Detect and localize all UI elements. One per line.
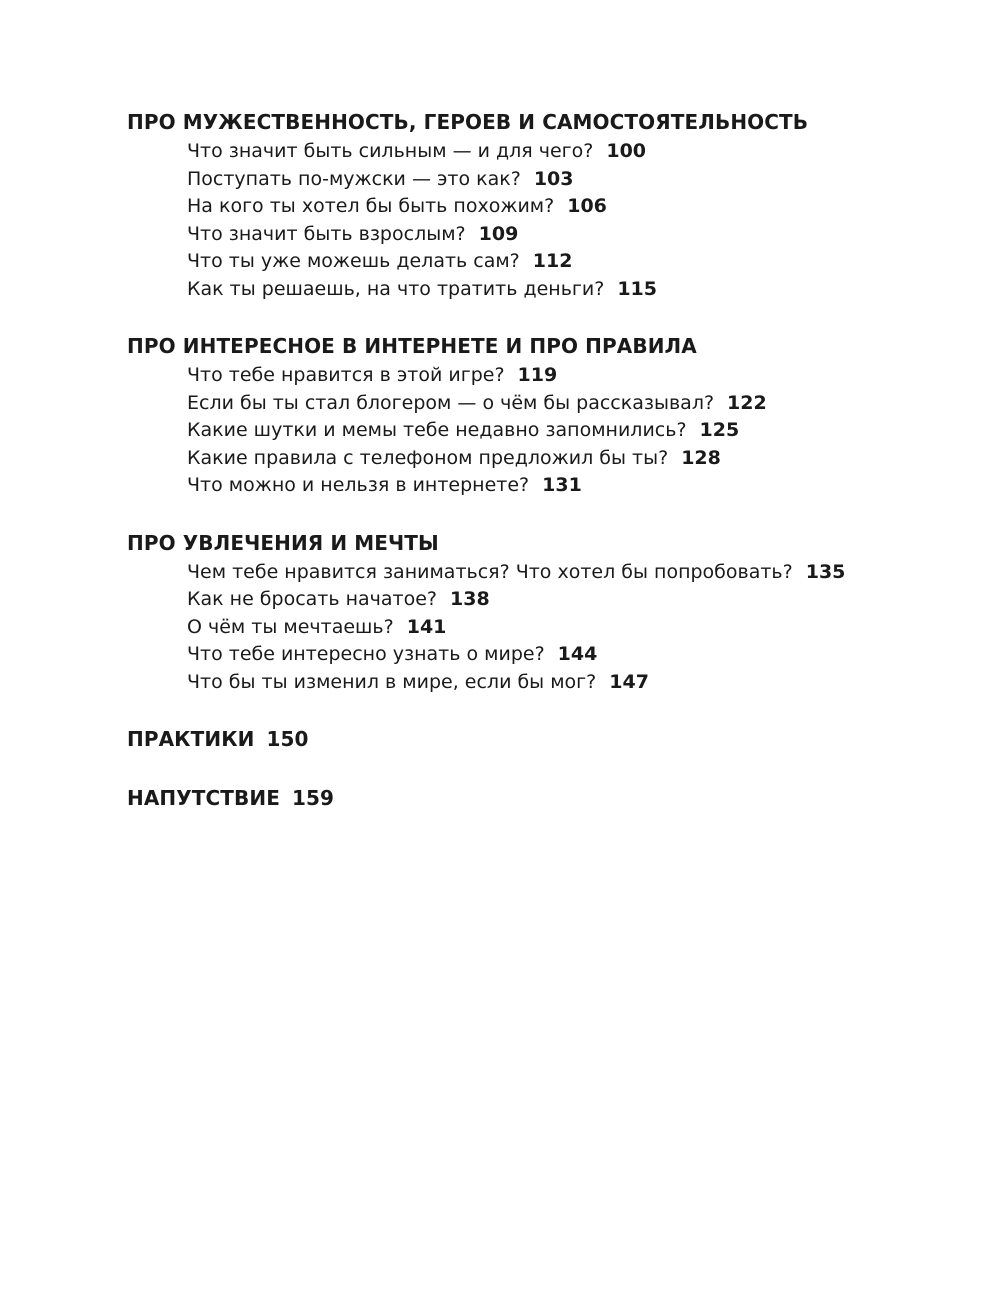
toc-entry[interactable] xyxy=(187,669,957,697)
toc-section xyxy=(127,330,957,500)
entry-title: Как ты решаешь, на что тратить деньги? xyxy=(187,277,605,300)
entry-title: Что бы ты изменил в мире, если бы мог? xyxy=(187,670,597,693)
entry-list xyxy=(127,138,957,303)
page-number: 112 xyxy=(532,250,573,272)
entry-list xyxy=(127,559,957,697)
section-title: ПРО МУЖЕСТВЕННОСТЬ, ГЕРОЕВ И САМОСТОЯТЕЛЬНОСТЬ xyxy=(127,110,809,134)
toc-entry[interactable] xyxy=(187,248,957,276)
page-number: 106 xyxy=(567,195,607,217)
page-number: 135 xyxy=(805,560,846,583)
entry-title: Что можно и нельзя в интернете? xyxy=(187,474,530,496)
section-heading[interactable] xyxy=(127,782,957,814)
page-number: 131 xyxy=(542,474,582,496)
section-title: НАПУТСТВИЕ xyxy=(127,786,280,810)
toc-entry[interactable] xyxy=(187,390,957,418)
toc-entry[interactable] xyxy=(187,362,957,390)
entry-title: Как не бросать начатое? xyxy=(187,588,437,610)
page-number: 150 xyxy=(266,727,309,751)
entry-title: Что тебе интересно узнать о мире? xyxy=(187,643,545,665)
page-number: 103 xyxy=(533,167,574,190)
page-number: 138 xyxy=(450,588,490,610)
table-of-contents xyxy=(127,106,957,841)
entry-title: Что ты уже можешь делать сам? xyxy=(187,250,520,272)
entry-title: Что значит быть сильным — и для чего? xyxy=(187,140,594,162)
section-title: ПРО ИНТЕРЕСНОЕ В ИНТЕРНЕТЕ И ПРО ПРАВИЛА xyxy=(127,334,697,358)
entry-title: Поступать по-мужски — это как? xyxy=(187,167,521,190)
section-heading[interactable] xyxy=(127,723,957,755)
toc-entry[interactable] xyxy=(187,417,957,445)
page-number: 159 xyxy=(291,786,335,810)
toc-entry[interactable] xyxy=(187,221,957,249)
toc-entry[interactable] xyxy=(187,472,957,500)
toc-entry[interactable] xyxy=(187,445,957,473)
entry-title: Что тебе нравится в этой игре? xyxy=(187,364,505,386)
page-number: 122 xyxy=(727,391,767,414)
toc-entry[interactable] xyxy=(187,586,957,614)
page-number: 119 xyxy=(517,364,558,386)
entry-list xyxy=(127,362,957,500)
page-number: 115 xyxy=(617,277,657,300)
toc-entry[interactable] xyxy=(187,276,957,304)
toc-entry[interactable] xyxy=(187,193,957,221)
toc-section xyxy=(127,782,957,814)
entry-title: Если бы ты стал блогером — о чём бы рассказывал? xyxy=(187,391,715,414)
page-number: 109 xyxy=(478,222,519,245)
section-heading[interactable] xyxy=(127,330,957,362)
toc-section xyxy=(127,723,957,755)
entry-title: О чём ты мечтаешь? xyxy=(187,615,394,638)
page-number: 128 xyxy=(681,446,721,469)
toc-section xyxy=(127,527,957,697)
entry-title: Что значит быть взрослым? xyxy=(187,222,466,245)
toc-entry[interactable] xyxy=(187,614,957,642)
entry-title: Какие правила с телефоном предложил бы ты? xyxy=(187,446,669,469)
section-heading[interactable] xyxy=(127,527,957,559)
entry-title: Чем тебе нравится заниматься? Что хотел бы попробовать? xyxy=(187,560,793,583)
toc-entry[interactable] xyxy=(187,138,957,166)
section-title: ПРО УВЛЕЧЕНИЯ И МЕЧТЫ xyxy=(127,530,439,555)
toc-section xyxy=(127,106,957,303)
page-number: 125 xyxy=(699,419,740,441)
page-number: 144 xyxy=(557,643,598,665)
entry-title: На кого ты хотел бы быть похожим? xyxy=(187,195,555,217)
entry-title: Какие шутки и мемы тебе недавно запомнились? xyxy=(187,419,687,441)
page-number: 141 xyxy=(406,615,447,638)
section-title: ПРАКТИКИ xyxy=(127,727,255,751)
page-number: 147 xyxy=(609,670,649,693)
toc-entry[interactable] xyxy=(187,166,957,194)
toc-entry[interactable] xyxy=(187,641,957,669)
page-number: 100 xyxy=(606,140,647,162)
toc-entry[interactable] xyxy=(187,559,957,587)
section-heading[interactable] xyxy=(127,106,957,138)
